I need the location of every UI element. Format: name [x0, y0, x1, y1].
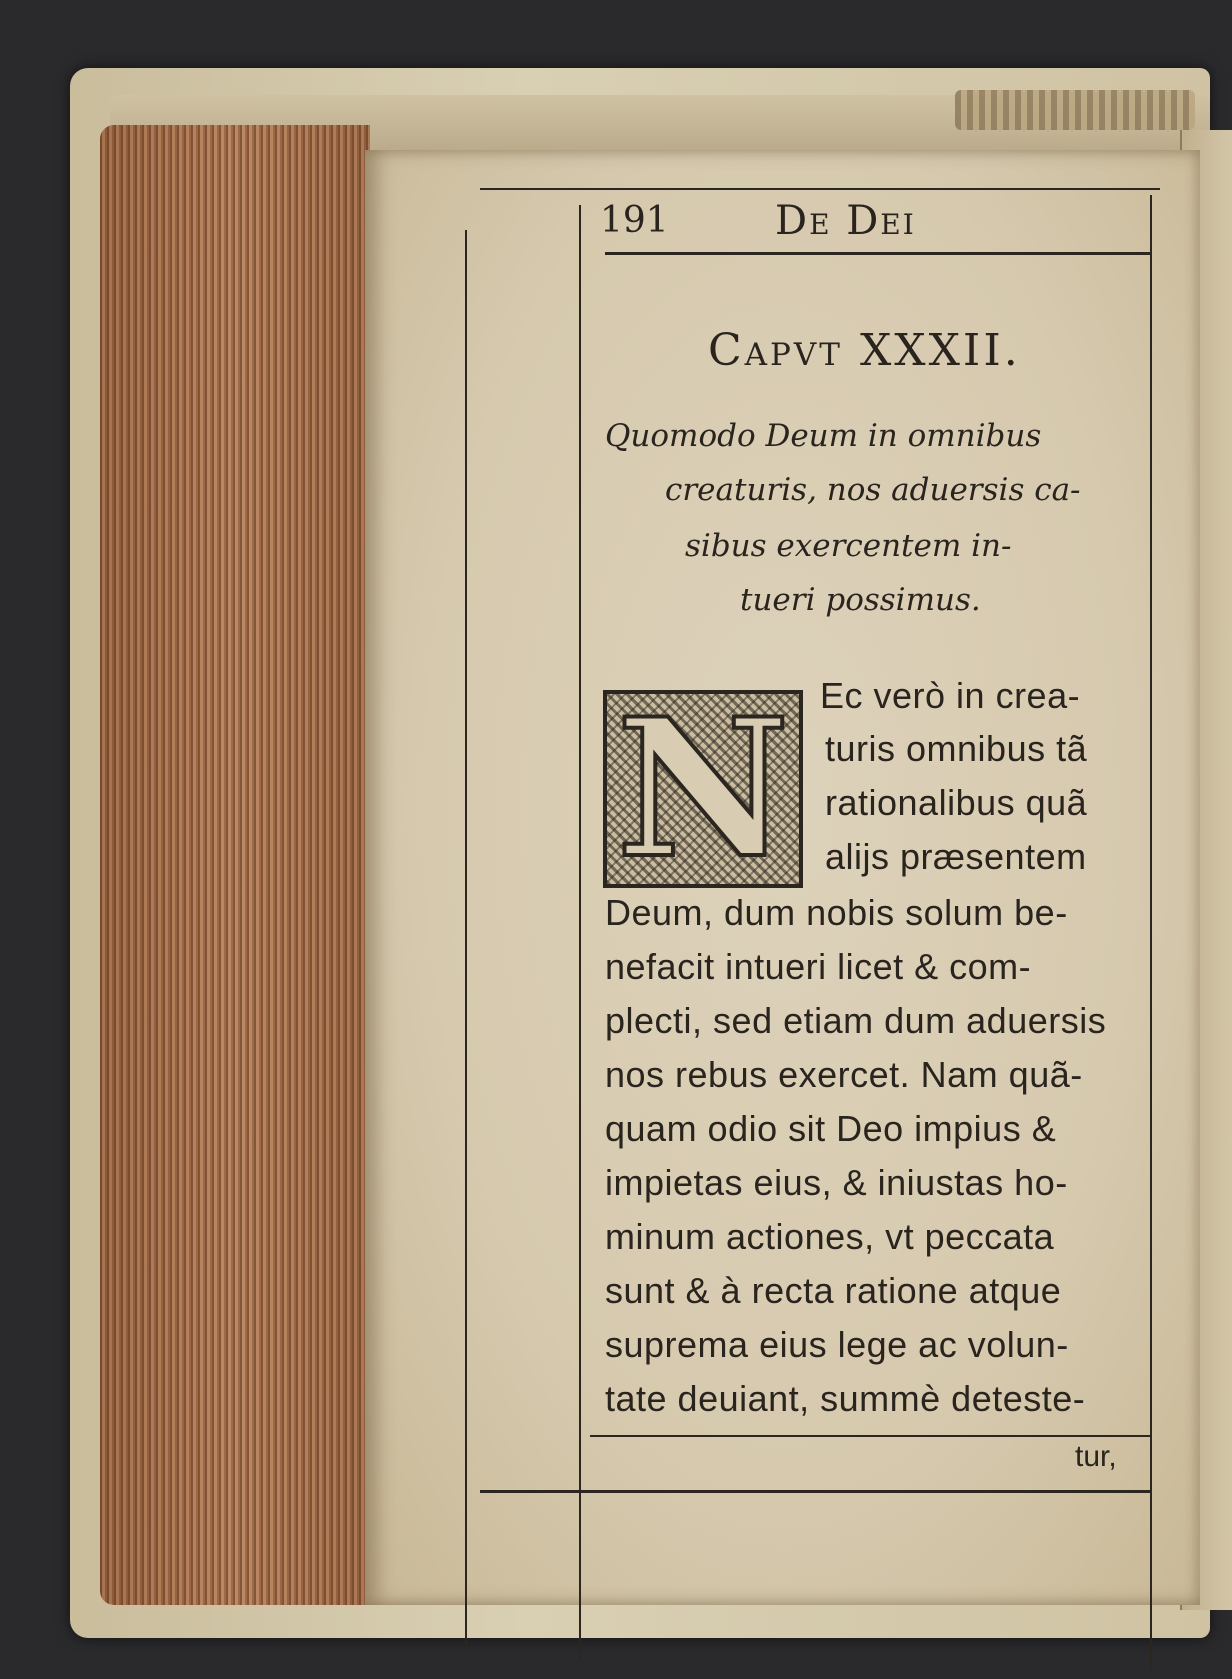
spine-band	[955, 90, 1195, 130]
body-line: minum actiones, vt peccata	[605, 1216, 1055, 1257]
inner-frame-left	[579, 205, 581, 1660]
chapter-title-line: creaturis, nos aduersis ca-	[665, 472, 1081, 508]
body-line: suprema eius lege ac volun-	[605, 1324, 1069, 1365]
body-line: plecti, sed etiam dum aduersis	[605, 1000, 1107, 1041]
body-line: sunt & à recta ratione atque	[605, 1270, 1062, 1311]
body-line: impietas eius, & iniustas ho-	[605, 1162, 1068, 1203]
body-line: nefacit intueri licet & com-	[605, 946, 1032, 987]
body-line: Deum, dum nobis solum be-	[605, 892, 1068, 933]
running-head: De Dei	[775, 198, 916, 244]
chapter-heading: Capvt XXXII.	[708, 325, 1021, 376]
body-line: turis omnibus tã	[825, 728, 1088, 769]
outer-frame-left	[465, 230, 467, 1645]
body-line: alijs præsentem	[825, 836, 1087, 877]
chapter-title-line: tueri possimus.	[740, 582, 981, 618]
header-rule-bottom	[605, 252, 1150, 255]
page-number: 191	[600, 200, 669, 241]
chapter-title-line: sibus exercentem in-	[685, 528, 1012, 564]
body-line: Ec verò in crea-	[820, 675, 1081, 716]
chapter-title-line: Quomodo Deum in omnibus	[605, 418, 1042, 454]
body-line: quam odio sit Deo impius &	[605, 1108, 1057, 1149]
decorated-initial	[603, 677, 803, 900]
body-line: tate deuiant, summè deteste-	[605, 1378, 1086, 1419]
catchword: tur,	[1075, 1440, 1117, 1473]
text-bottom-rule	[590, 1435, 1150, 1437]
inner-frame-right	[1150, 195, 1152, 1670]
body-line: nos rebus exercet. Nam quã-	[605, 1054, 1083, 1095]
header-rule-top	[480, 188, 1160, 190]
initial-letter: N	[616, 677, 790, 900]
page-bottom-rule	[480, 1490, 1150, 1493]
body-line: rationalibus quã	[825, 782, 1088, 823]
page-block-fore-edge	[100, 125, 370, 1605]
